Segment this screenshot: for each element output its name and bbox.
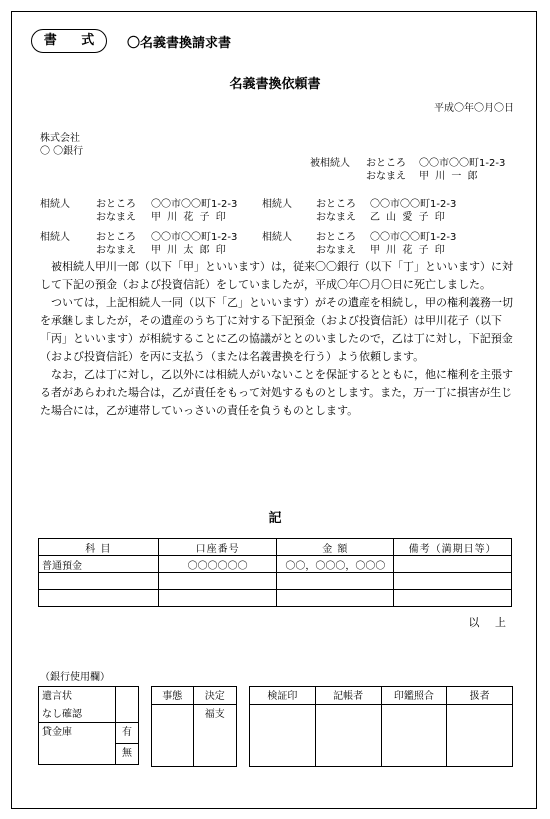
paragraph: なお，乙は丁に対し，乙以外には相続人がいないことを保証するとともに，他に権利を主張する者があらわれた場合は，乙が責任をもって対処するものとします。また，万一丁に損害が生じた場合には，乙が連帯していっさいの責任を負うものとします。 — [40, 368, 513, 417]
heir-role: 相続人 — [40, 232, 70, 243]
heir-addr: 〇〇市〇〇町1-2-3 — [151, 199, 238, 210]
heir-addr-label: おところ — [316, 199, 356, 210]
will-label: 遺言状 — [39, 687, 116, 705]
decedent-name: 甲 川 一 郎 — [419, 171, 478, 182]
cell-subject: 普通預金 — [39, 556, 159, 573]
col-header-account: 口座番号 — [158, 539, 277, 556]
decedent-addr: 〇〇市〇〇町1-2-3 — [419, 158, 506, 169]
deposit-table — [38, 538, 512, 607]
none-confirm-label: なし確認 — [39, 705, 116, 723]
bank-use-table-2 — [151, 686, 237, 767]
yes-label: 有 — [116, 723, 139, 744]
no-label: 無 — [116, 744, 139, 765]
kettei-label: 決定 — [193, 687, 236, 705]
table-row — [39, 573, 512, 590]
heir-name: 甲 川 太 郎 印 — [151, 245, 226, 256]
col-header-amount: 金 額 — [277, 539, 394, 556]
heir-addr-label: おところ — [96, 232, 136, 243]
ki-heading: 記 — [268, 511, 282, 526]
jitai-label: 事態 — [152, 687, 194, 705]
addressee-line1: 株式会社 — [40, 133, 80, 144]
table-header-row — [39, 539, 512, 556]
closing-izyou: 以 上 — [468, 616, 512, 629]
heir-name-label: おなまえ — [316, 212, 356, 223]
document-title: 名義書換依頼書 — [229, 77, 321, 92]
paragraph: 被相続人甲川一郎（以下「甲」といいます）は，従来〇〇銀行（以下「丁」といいます）に対して下記の預金（および投資信託）をしていましたが，平成〇年〇月〇日に死亡しました。 — [40, 260, 513, 291]
bassha-label: 扱者 — [447, 687, 513, 705]
heir-role: 相続人 — [40, 199, 70, 210]
heir-addr-label: おところ — [316, 232, 356, 243]
form-title: 〇名義書換請求書 — [127, 36, 232, 51]
heir-name-label: おなまえ — [96, 212, 136, 223]
heir-addr: 〇〇市〇〇町1-2-3 — [370, 199, 457, 210]
addressee-line2: 〇 〇銀行 — [40, 146, 84, 157]
decedent-role: 被相続人 — [310, 158, 350, 169]
heir-role: 相続人 — [262, 199, 292, 210]
bank-use-table-1 — [38, 686, 139, 765]
decedent-name-label: おなまえ — [366, 171, 406, 182]
cell-remarks — [394, 556, 512, 573]
heir-name: 甲 川 花 子 印 — [151, 212, 226, 223]
heir-name: 乙 山 愛 子 印 — [370, 212, 445, 223]
col-header-subject: 科 目 — [39, 539, 159, 556]
heir-name: 甲 川 花 子 印 — [370, 245, 445, 256]
kichosha-label: 記帳者 — [315, 687, 381, 705]
form-tag: 書 式 — [31, 29, 107, 53]
bank-use-table-3 — [249, 686, 513, 767]
bank-use-label: （銀行使用欄） — [40, 672, 110, 683]
paragraph: ついては，上記相続人一同（以下「乙」といいます）がその遺産を相続し，甲の権利義務一切を承継しましたが，その遺産のうち丁に対する下記預金（および投資信託）は甲川花子（以下「丙」といいます）が相続することに乙の協議がととのいましたので，乙は丁に対し，下記預金（および投資信託）を丙に支払う（または名義書換を行う）よう依頼します。 — [40, 296, 513, 363]
table-row — [39, 556, 512, 573]
inkan-label: 印鑑照合 — [381, 687, 447, 705]
heir-name-label: おなまえ — [96, 245, 136, 256]
kenshoin-label: 検証印 — [250, 687, 316, 705]
heir-addr-label: おところ — [96, 199, 136, 210]
date: 平成〇年〇月〇日 — [434, 103, 514, 114]
heir-addr: 〇〇市〇〇町1-2-3 — [370, 232, 457, 243]
fukushi-label: 福支 — [193, 705, 236, 767]
cell-account: 〇〇〇〇〇〇 — [158, 556, 277, 573]
table-row — [39, 590, 512, 607]
heir-name-label: おなまえ — [316, 245, 356, 256]
safe-label: 貸金庫 — [39, 723, 116, 765]
col-header-remarks: 備考（満期日等） — [394, 539, 512, 556]
decedent-addr-label: おところ — [366, 158, 406, 169]
cell-amount: 〇〇，〇〇〇，〇〇〇 — [277, 556, 394, 573]
heir-addr: 〇〇市〇〇町1-2-3 — [151, 232, 238, 243]
heir-role: 相続人 — [262, 232, 292, 243]
body-text — [40, 258, 514, 420]
